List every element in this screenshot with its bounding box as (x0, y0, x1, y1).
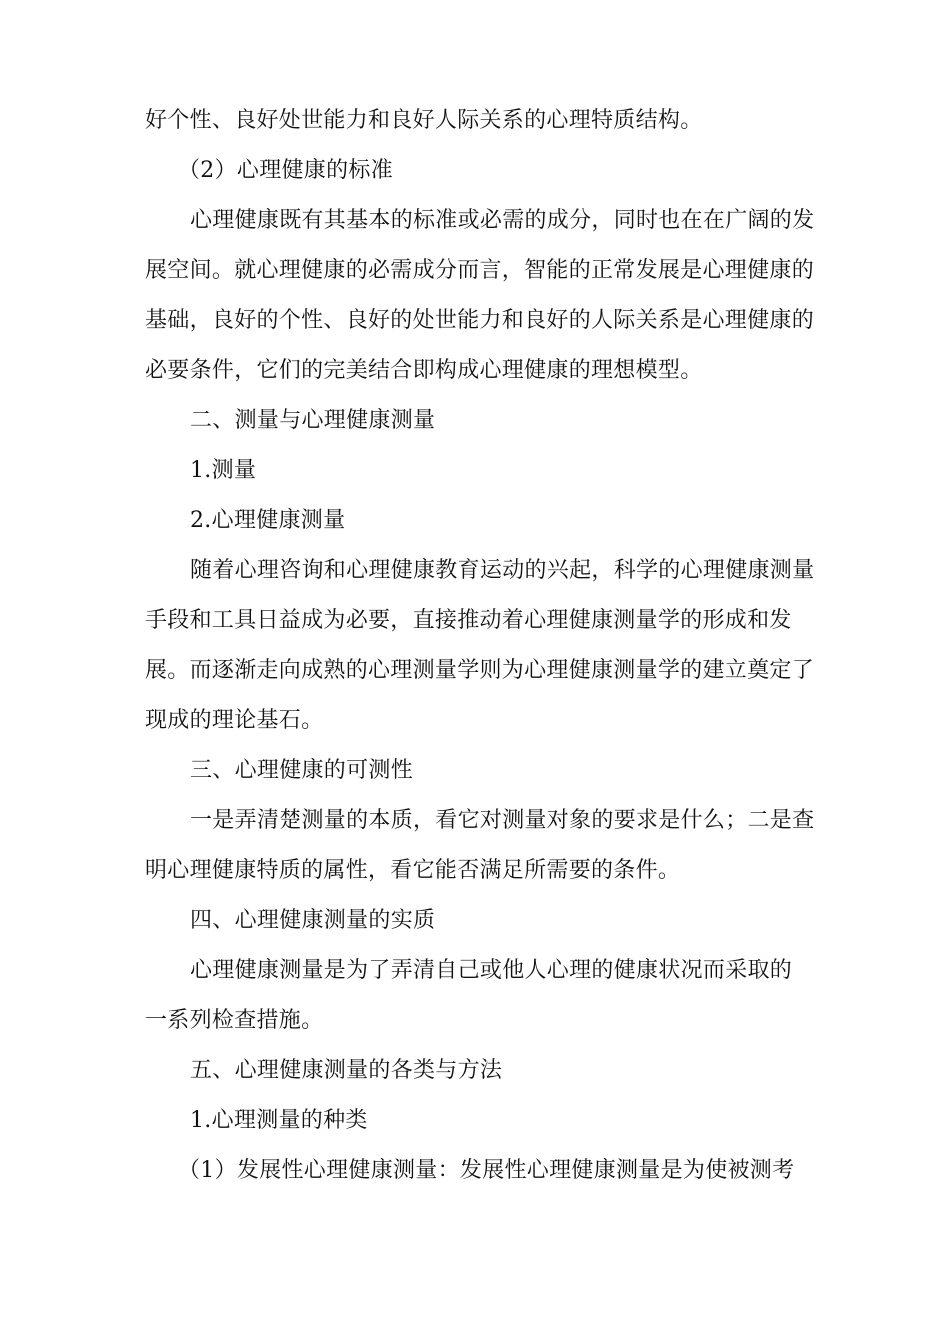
text-line: 展。而逐渐走向成熟的心理测量学则为心理健康测量学的建立奠定了 (145, 658, 815, 683)
section-heading: 五、心理健康测量的各类与方法 (190, 1058, 503, 1083)
text-line: 一是弄清楚测量的本质，看它对测量对象的要求是什么；二是查 (190, 808, 815, 833)
text-line: 好个性、良好处世能力和良好人际关系的心理特质结构。 (145, 108, 703, 133)
text-line: 明心理健康特质的属性，看它能否满足所需要的条件。 (145, 858, 681, 883)
text-line: 展空间。就心理健康的必需成分而言，智能的正常发展是心理健康的 (145, 258, 815, 283)
section-heading: 二、测量与心理健康测量 (190, 408, 436, 433)
text-line: 必要条件，它们的完美结合即构成心理健康的理想模型。 (145, 358, 703, 383)
section-heading: 四、心理健康测量的实质 (190, 908, 436, 933)
text-line: 一系列检查措施。 (145, 1008, 324, 1033)
section-heading: 三、心理健康的可测性 (190, 758, 414, 783)
subsection-heading: 1.测量 (190, 458, 257, 483)
text-line: 随着心理咨询和心理健康教育运动的兴起，科学的心理健康测量 (190, 558, 815, 583)
text-line: 心理健康既有其基本的标准或必需的成分，同时也在在广阔的发 (190, 208, 815, 233)
text-line: 基础，良好的个性、良好的处世能力和良好的人际关系是心理健康的 (145, 308, 815, 333)
text-line: 心理健康测量是为了弄清自己或他人心理的健康状况而采取的 (190, 958, 793, 983)
text-line: 现成的理论基石。 (145, 708, 324, 733)
subsection-heading: 1.心理测量的种类 (190, 1108, 368, 1133)
subsection-heading: （2）心理健康的标准 (178, 158, 393, 183)
text-line: 手段和工具日益成为必要，直接推动着心理健康测量学的形成和发 (145, 608, 792, 633)
subsection-heading: 2.心理健康测量 (190, 508, 346, 533)
text-line: （1）发展性心理健康测量：发展性心理健康测量是为使被测考 (178, 1158, 795, 1183)
